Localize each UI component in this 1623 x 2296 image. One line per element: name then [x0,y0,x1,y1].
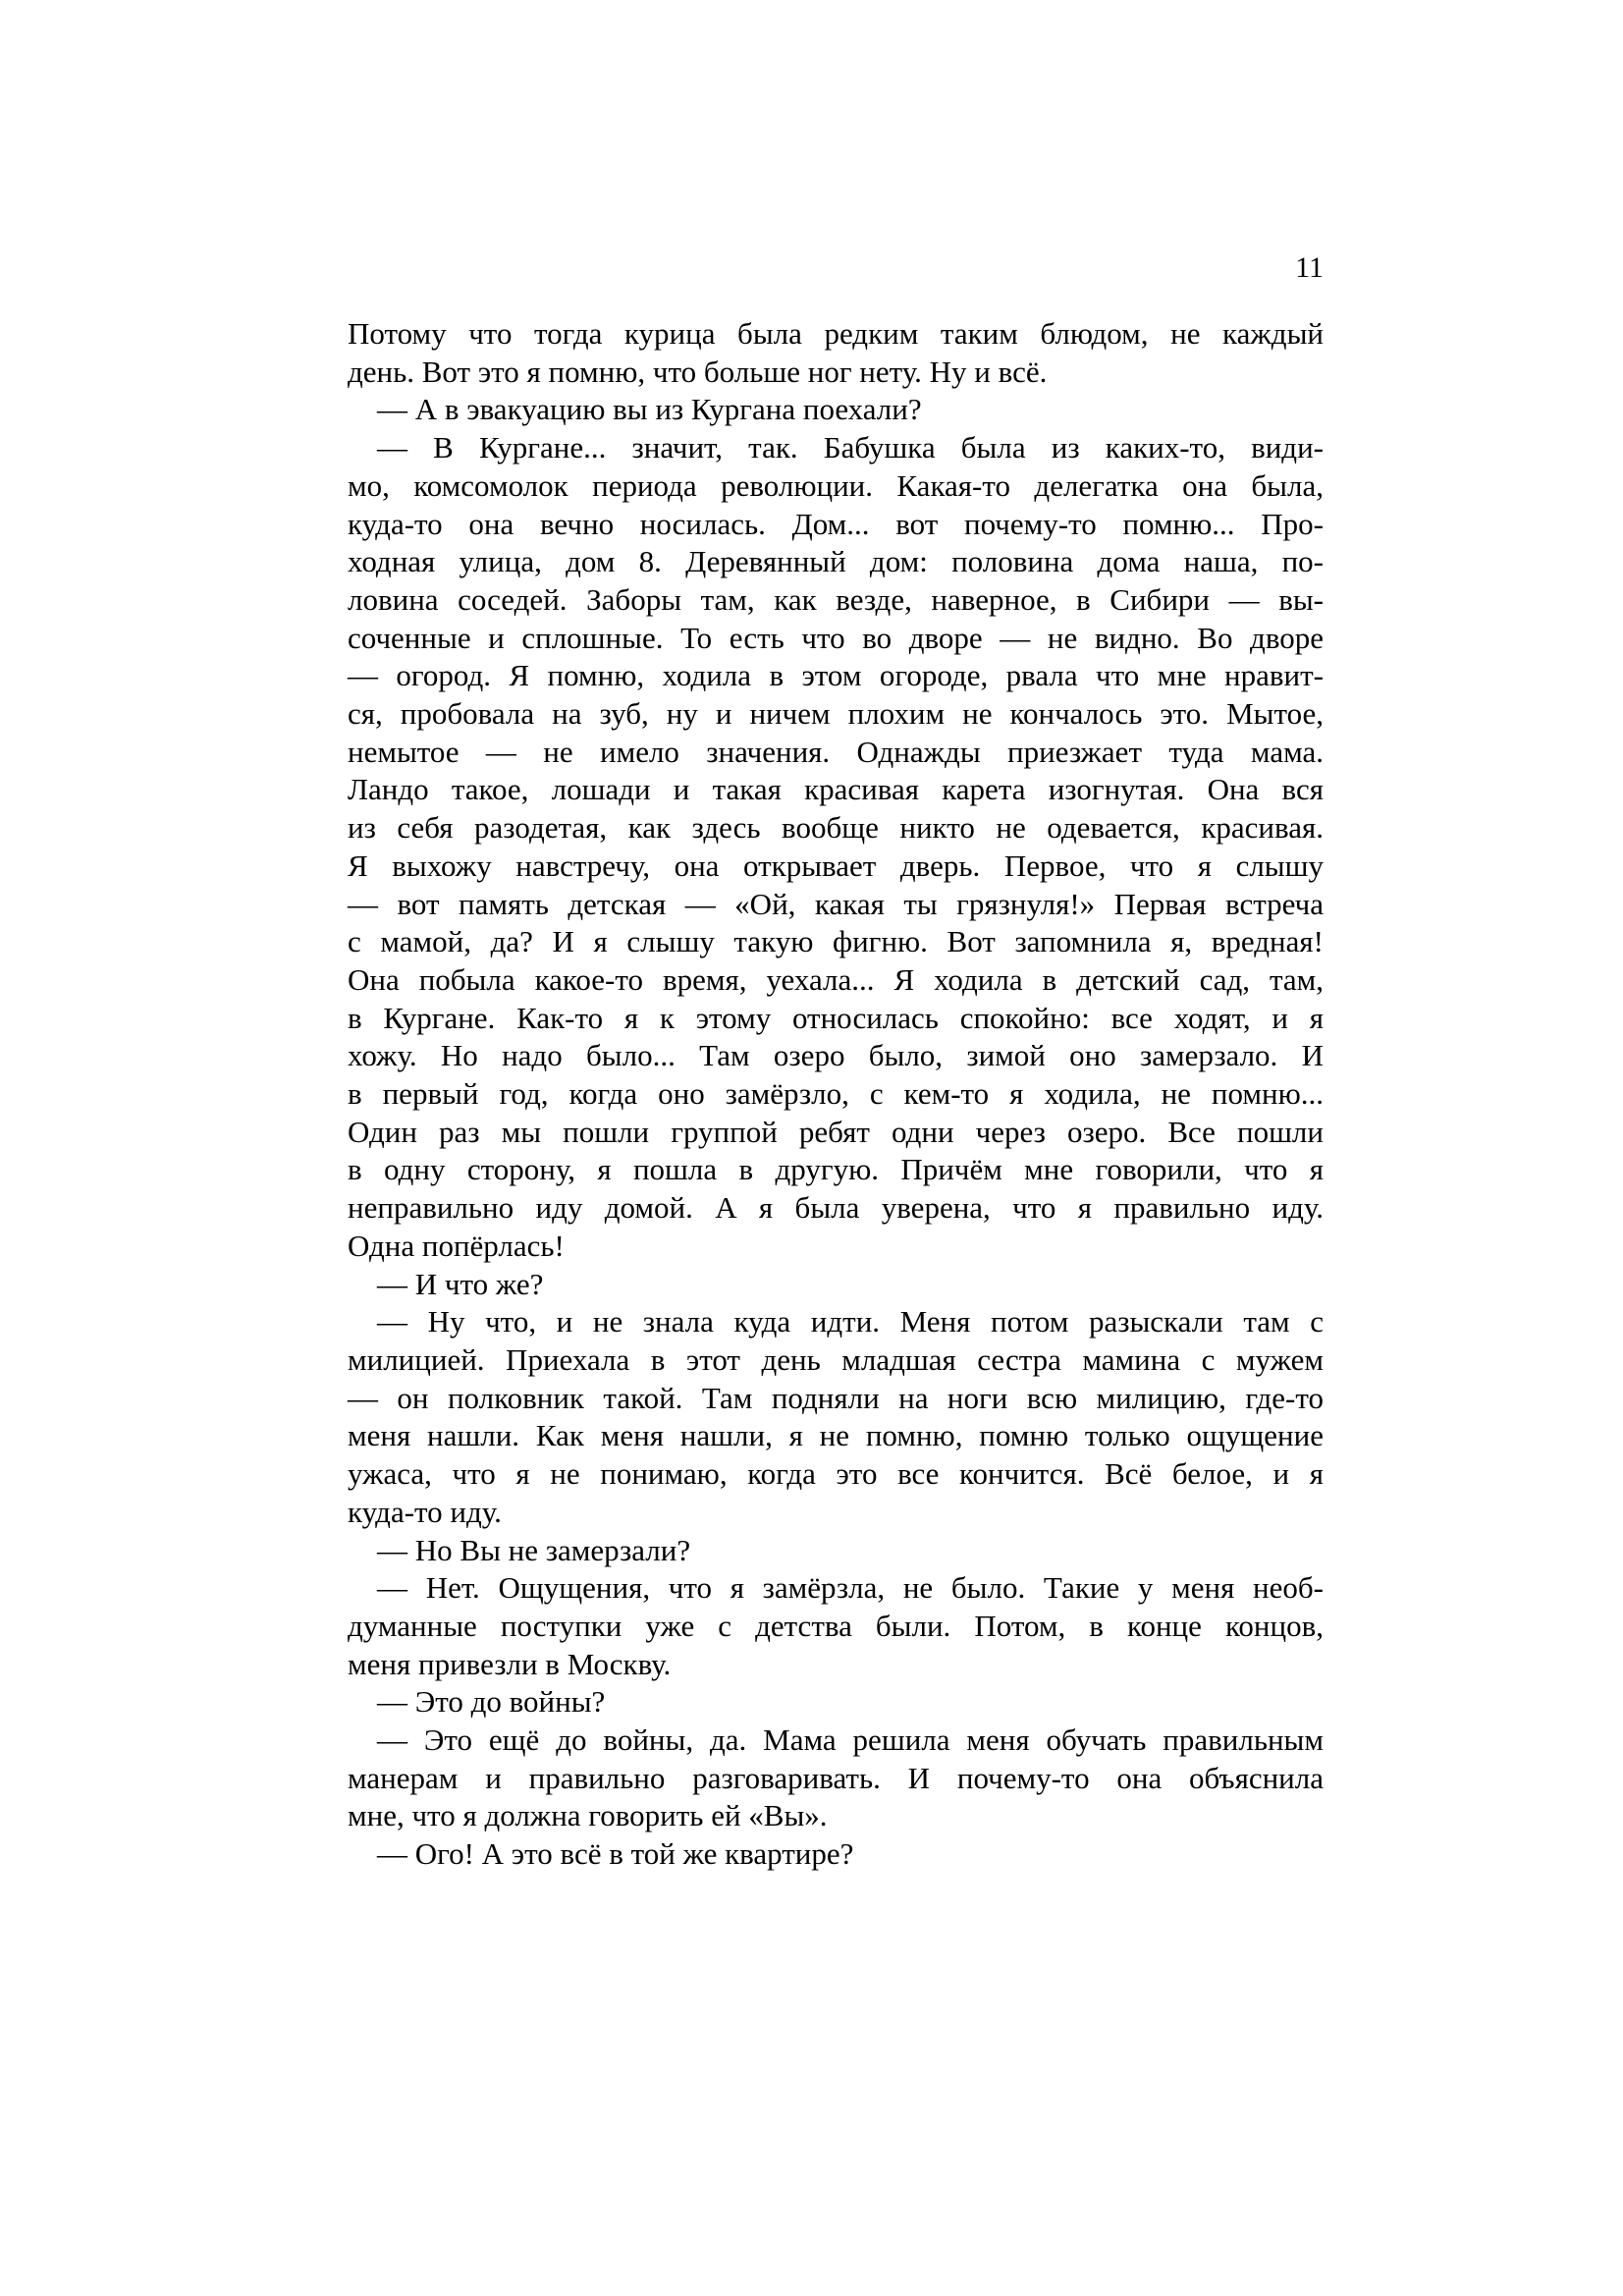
text-line: манерам и правильно разговаривать. И почему-то она объяснила [348,1760,1324,1795]
text-line: немытое — не имело значения. Однажды приезжает туда мама. [348,734,1324,769]
text-line: куда-то иду. [348,1494,502,1529]
text-line: — Нет. Ощущения, что я замёрзла, не было. Такие у меня необ- [377,1570,1324,1606]
text-line: в Кургане. Как-то я к этому относилась спокойно: все ходят, и я [348,1000,1324,1035]
text-line: с мамой, да? И я слышу такую фигню. Вот запомнила я, вредная! [348,924,1324,959]
text-line: мо, комсомолок периода революции. Какая-то делегатка она была, [348,467,1324,503]
text-line: меня привезли в Москву. [348,1646,672,1681]
text-line: — огород. Я помню, ходила в этом огороде, рвала что мне нравит- [348,658,1324,693]
text-line: ловина соседей. Заборы там, как везде, наверное, в Сибири — вы- [348,581,1324,617]
page-text [348,315,1324,1874]
text-line: в одну сторону, я пошла в другую. Причём мне говорили, что я [348,1152,1324,1187]
text-line: мне, что я должна говорить ей «Вы». [348,1798,828,1833]
text-line: — вот память детская — «Ой, какая ты грязнуля!» Первая встреча [348,886,1324,921]
text-line: — Это до войны? [377,1684,606,1720]
text-line: из себя разодетая, как здесь вообще никто не одевается, красивая. [348,810,1324,846]
text-line: Потому что тогда курица была редким таким блюдом, не каждый [348,316,1324,351]
text-line: — Но Вы не замерзали? [377,1532,691,1567]
text-line: милицией. Приехала в этот день младшая сестра мамина с мужем [348,1341,1324,1377]
text-line: — Ого! А это всё в той же квартире? [377,1836,854,1872]
text-line: — В Кургане... значит, так. Бабушка была из каких-то, види- [377,430,1324,465]
text-line: соченные и сплошные. То есть что во дворе — не видно. Во дворе [348,620,1324,655]
text-line: меня нашли. Как меня нашли, я не помню, помню только ощущение [348,1418,1324,1453]
text-line: — И что же? [377,1266,544,1301]
text-line: — Ну что, и не знала куда идти. Меня потом разыскали там с [377,1304,1324,1339]
text-line: ся, пробовала на зуб, ну и ничем плохим не кончалось это. Мытое, [348,696,1324,732]
text-line: в первый год, когда оно замёрзло, с кем-то я ходила, не помню... [348,1076,1324,1112]
text-line: день. Вот это я помню, что больше ног нету. Ну и всё. [348,354,1048,389]
text-line: думанные поступки уже с детства были. Потом, в конце концов, [348,1608,1324,1643]
text-line: хожу. Но надо было... Там озеро было, зимой оно замерзало. И [348,1038,1324,1073]
text-line: Ландо такое, лошади и такая красивая карета изогнутая. Она вся [348,772,1324,807]
page-number: 11 [1295,251,1324,284]
text-line: Один раз мы пошли группой ребят одни через озеро. Все пошли [348,1114,1324,1149]
text-line: ходная улица, дом 8. Деревянный дом: половина дома наша, по- [348,544,1324,579]
text-line: ужаса, что я не понимаю, когда это все кончится. Всё белое, и я [348,1456,1324,1492]
text-line: Она побыла какое-то время, уехала... Я ходила в детский сад, там, [348,961,1324,997]
text-line: — Это ещё до войны, да. Мама решила меня обучать правильным [377,1722,1324,1758]
text-line: Я выхожу навстречу, она открывает дверь. Первое, что я слышу [348,847,1324,883]
text-line: — А в эвакуацию вы из Кургана поехали? [377,392,922,427]
text-line: неправильно иду домой. А я была уверена, что я правильно иду. [348,1190,1324,1226]
text-line: Одна попёрлась! [348,1228,565,1263]
text-line: куда-то она вечно носилась. Дом... вот почему-то помню... Про- [348,506,1324,541]
text-line: — он полковник такой. Там подняли на ноги всю милицию, где-то [348,1380,1324,1415]
